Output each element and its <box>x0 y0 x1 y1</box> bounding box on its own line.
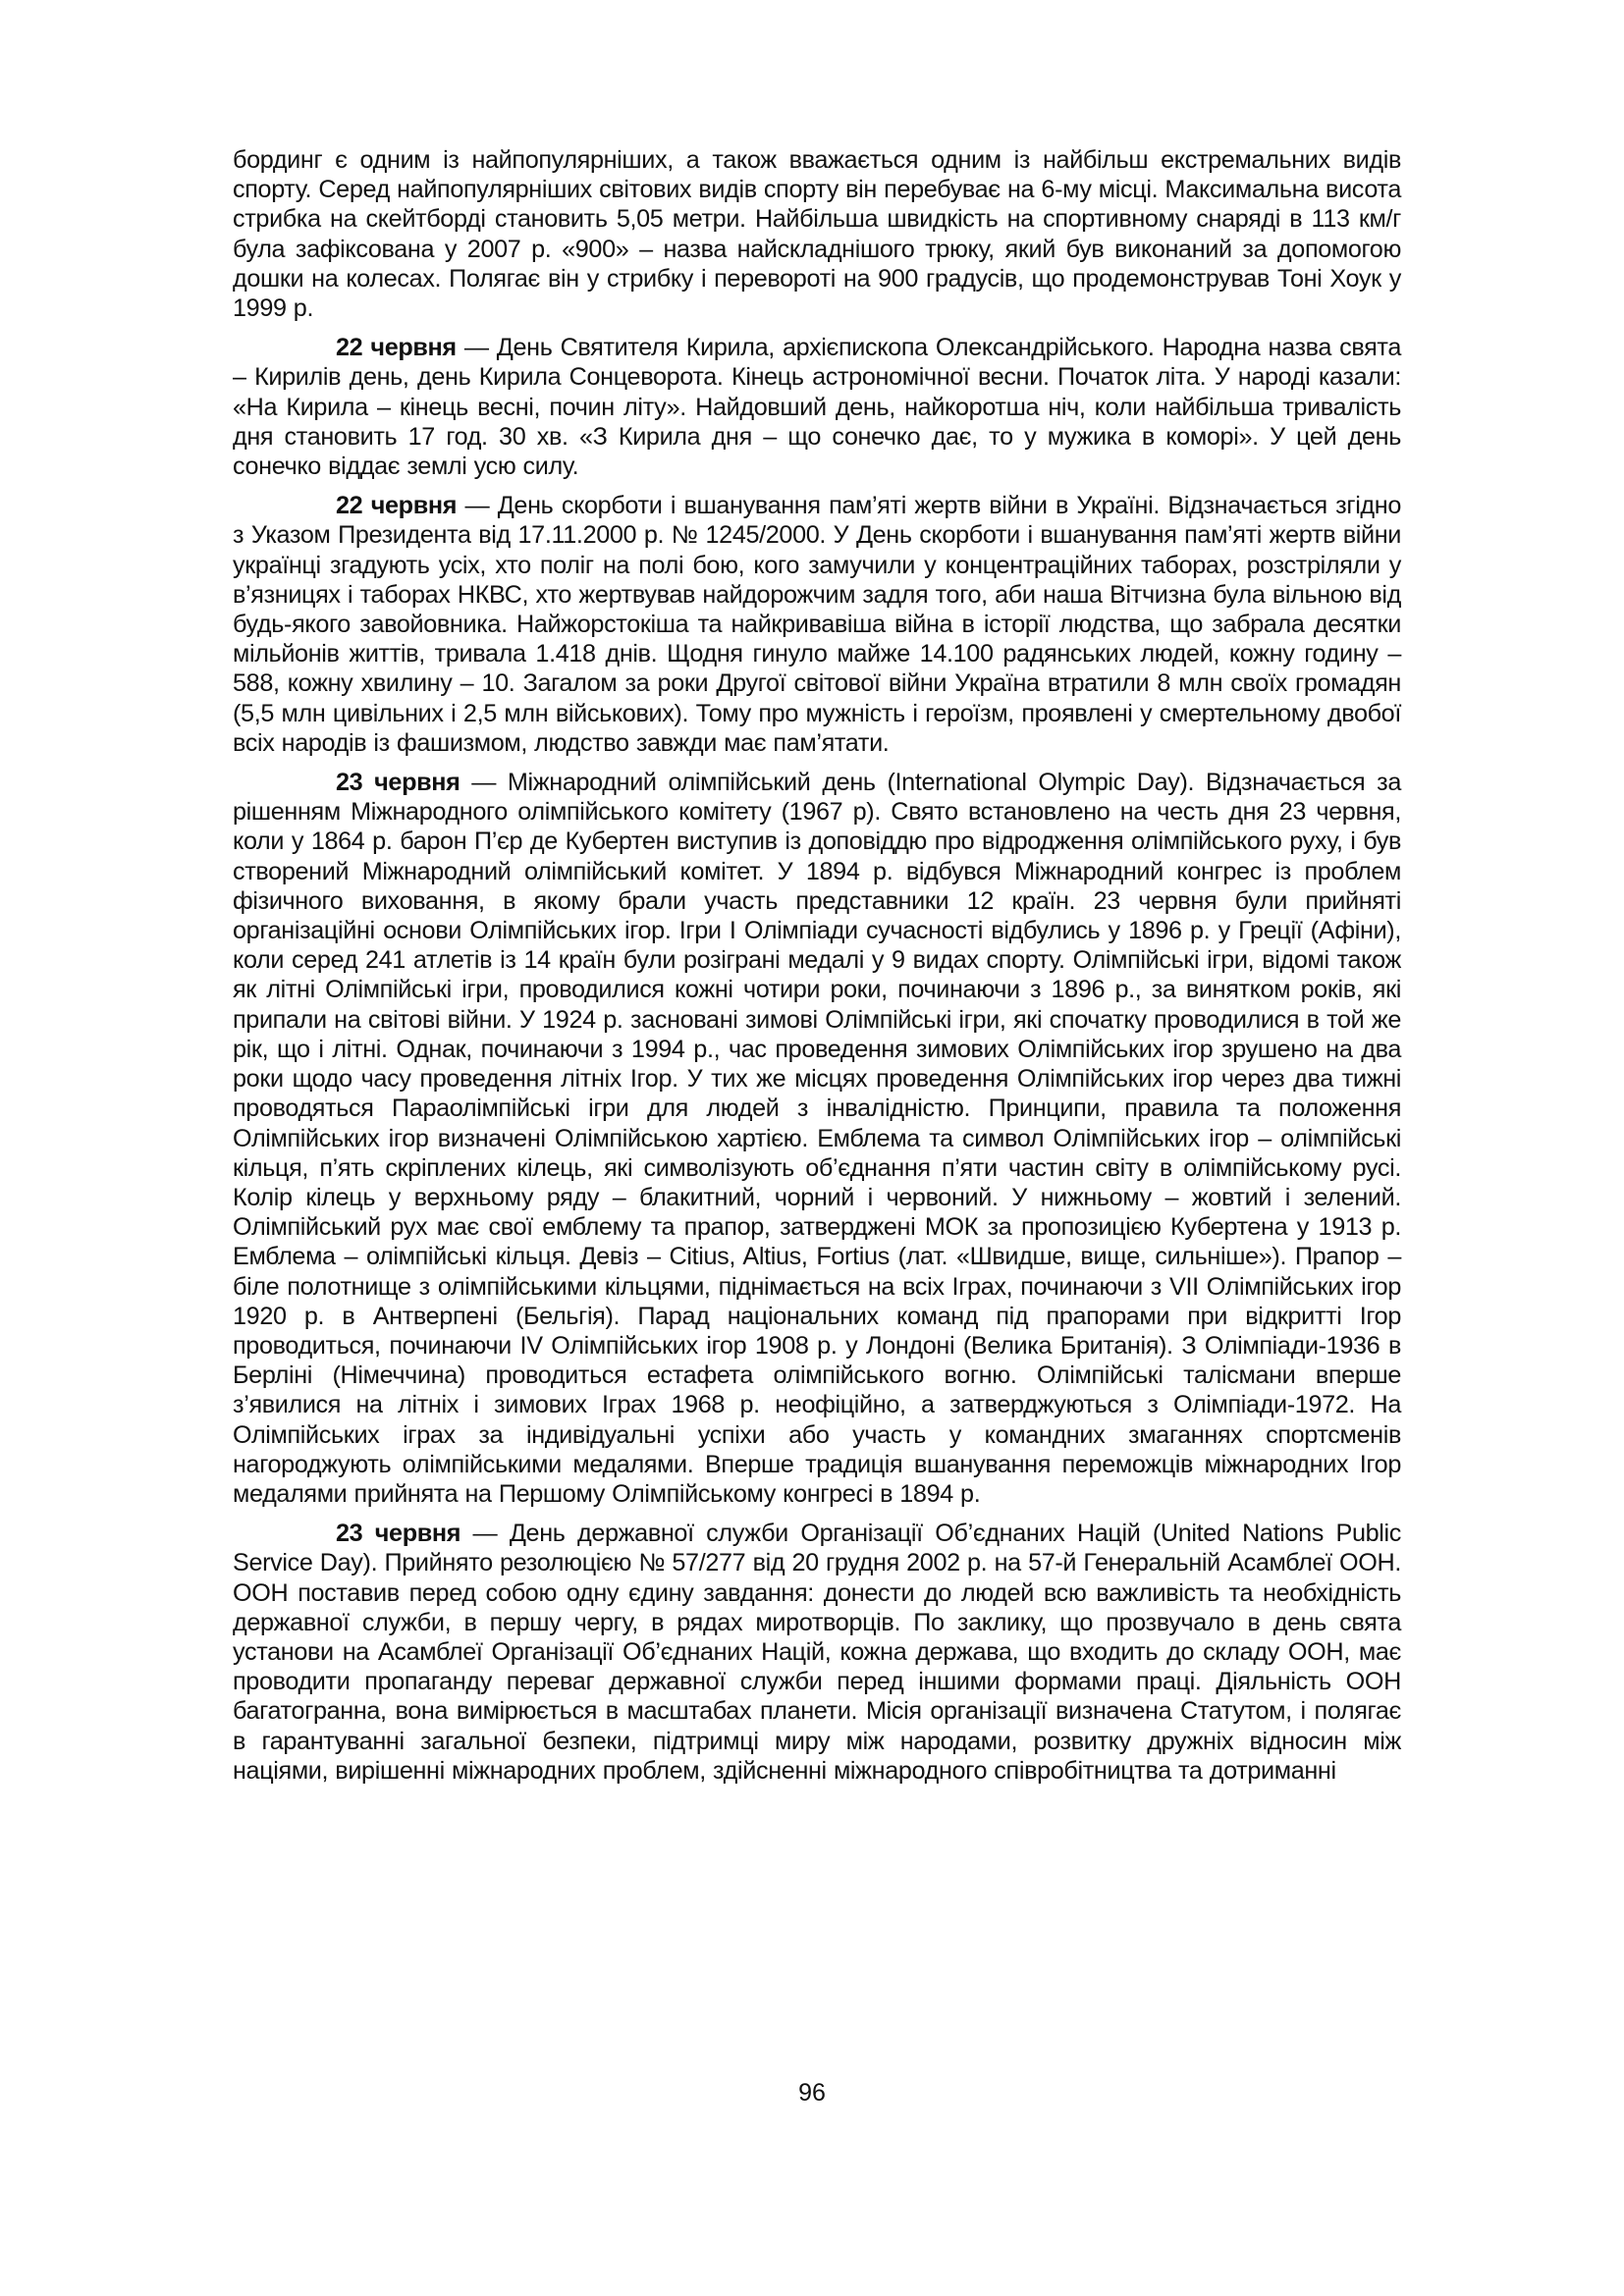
entry-date: 22 червня <box>336 492 458 520</box>
paragraph-text: — День державної служби Організації Об’єднаних Націй (United Nations Public Service Day). Прийнято резолюцією № 57/277 від 20 грудня 2002 р. на 57-й Генеральній Асамблеї ООН. ООН поставив перед собою одну єдину завдання: донести до людей всю важливість та необхідність державної служби, в першу чергу, в рядах миротворців. По заклику, що прозвучало в день свята установи на Асамблеї Організації Об’єднаних Націй, кожна держава, що входить до складу ООН, має проводити пропаганду переваг державної служби перед іншими формами праці. Діяльність ООН багатогранна, вона вимірюється в масштабах планети. Місія організації визначена Статутом, і полягає в гарантуванні загальної безпеки, підтримці миру між народами, розвитку дружніх відносин між націями, вирішенні міжнародних проблем, здійсненні міжнародного співробітництва та дотриманні <box>233 1520 1401 1785</box>
entry-date: 23 червня <box>336 769 460 797</box>
page-number: 96 <box>798 2079 826 2107</box>
entry-date: 23 червня <box>336 1520 461 1548</box>
paragraph-text: — День Святителя Кирила, архієпископа Олександрійського. Народна назва свята – Кирилів день, день Кирила Сонцеворота. Кінець астрономічної весни. Початок літа. У народі казали: «На Кирила – кінець весні, почин літу». Найдовший день, найкоротша ніч, коли найбільша тривалість дня становить 17 год. 30 хв. «З Кирила дня – що сонечко дає, то у мужика в коморі». У цей день сонечко віддає землі усю силу. <box>233 334 1401 481</box>
paragraph-text: бординг є одним із найпопулярніших, а також вважається одним із найбільш екстремальних видів спорту. Серед найпопулярніших світових видів спорту він перебуває на 6-му місці. Максимальна висота стрибка на скейтборді становить 5,05 метри. Найбільша швидкість на спортивному снаряді в 113 км/г була зафіксована у 2007 р. «900» – назва найскладнішого трюку, який був виконаний за допомогою дошки на колесах. Полягає він у стрибку і перевороті на 900 градусів, що продемонстрував Тоні Хоук у 1999 р. <box>233 146 1401 323</box>
paragraph-st-cyril-day <box>233 333 1401 481</box>
paragraph-olympic-day <box>233 768 1401 1509</box>
paragraph-text: — День скорботи і вшанування пам’яті жертв війни в Україні. Відзначається згідно з Указом Президента від 17.11.2000 р. № 1245/2000. У День скорботи і вшанування пам’яті жертв війни українці згадують усіх, хто поліг на полі бою, кого замучили у концентраційних таборах, розстріляли у в’язницях і таборах НКВС, хто жертвував найдорожчим задля того, аби наша Вітчизна була вільною від будь-якого завойовника. Найжорстокіша та найкривавіша війна в історії людства, що забрала десятки мільйонів життів, тривала 1.418 днів. Щодня гинуло майже 14.100 радянських людей, кожну годину – 588, кожну хвилину – 10. Загалом за роки Другої світової війни Україна втратили 8 млн своїх громадян (5,5 млн цивільних і 2,5 млн військових). Тому про мужність і героїзм, проявлені у смертельному двобої всіх народів із фашизмом, людство завжди має пам’ятати. <box>233 492 1401 757</box>
paragraph-un-public-service-day <box>233 1519 1401 1786</box>
paragraph-text: — Міжнародний олімпійський день (International Olympic Day). Відзначається за рішенням Міжнародного олімпійського комітету (1967 р). Свято встановлено на честь дня 23 червня, коли у 1864 р. барон П’єр де Кубертен виступив із доповіддю про відродження олімпійського руху, і був створений Міжнародний олімпійський комітет. У 1894 р. відбувся Міжнародний конгрес із проблем фізичного виховання, в якому брали участь представники 12 країн. 23 червня були прийняті організаційні основи Олімпійських ігор. Ігри I Олімпіади сучасності відбулись у 1896 р. у Греції (Афіни), коли серед 241 атлетів із 14 країн були розіграні медалі у 9 видах спорту. Олімпійські ігри, відомі також як літні Олімпійські ігри, проводилися кожні чотири роки, починаючи з 1896 р., за винятком років, які припали на світові війни. У 1924 р. засновані зимові Олімпійські ігри, які спочатку проводилися в той же рік, що і літні. Однак, починаючи з 1994 р., час проведення зимових Олімпійських ігор зрушено на два роки щодо часу проведення літніх Ігор. У тих же місцях проведення Олімпійських ігор через два тижні проводяться Параолімпійські ігри для людей з інвалідністю. Принципи, правила та положення Олімпійських ігор визначені Олімпійською хартією. Емблема та символ Олімпійських ігор – олімпійські кільця, п’ять скріплених кілець, які символізують об’єднання п’яти частин світу в олімпійському русі. Колір кілець у верхньому ряду – блакитний, чорний і червоний. У нижньому – жовтий і зелений. Олімпійський рух має свої емблему та прапор, затверджені МОК за пропозицією Кубертена у 1913 р. Емблема – олімпійські кільця. Девіз – Citius, Altius, Fortius (лат. «Швидше, вище, сильніше»). Прапор – біле полотнище з олімпійськими кільцями, піднімається на всіх Іграх, починаючи з VII Олімпійських ігор 1920 р. в Антверпені (Бельгія). Парад національних команд під прапорами при відкритті Ігор проводиться, починаючи IV Олімпійських ігор 1908 р. у Лондоні (Велика Британія). З Олімпіади-1936 в Берліні (Німеччина) проводиться естафета олімпійського вогню. Олімпійські талісмани вперше з’явилися на літніх і зимових Іграх 1968 р. неофіційно, а затверджуються з Олімпіади-1972. На Олімпійських іграх за індивідуальні успіхи або участь у командних змаганнях спортсменів нагороджують олімпійськими медалями. Вперше традиція вшанування переможців міжнародних Ігор медалями прийнята на Першому Олімпійському конгресі в 1894 р. <box>233 769 1401 1508</box>
paragraph-day-of-mourning <box>233 491 1401 758</box>
paragraph-skateboarding-continued <box>233 145 1401 323</box>
document-page <box>233 145 1401 1795</box>
entry-date: 22 червня <box>336 334 457 362</box>
